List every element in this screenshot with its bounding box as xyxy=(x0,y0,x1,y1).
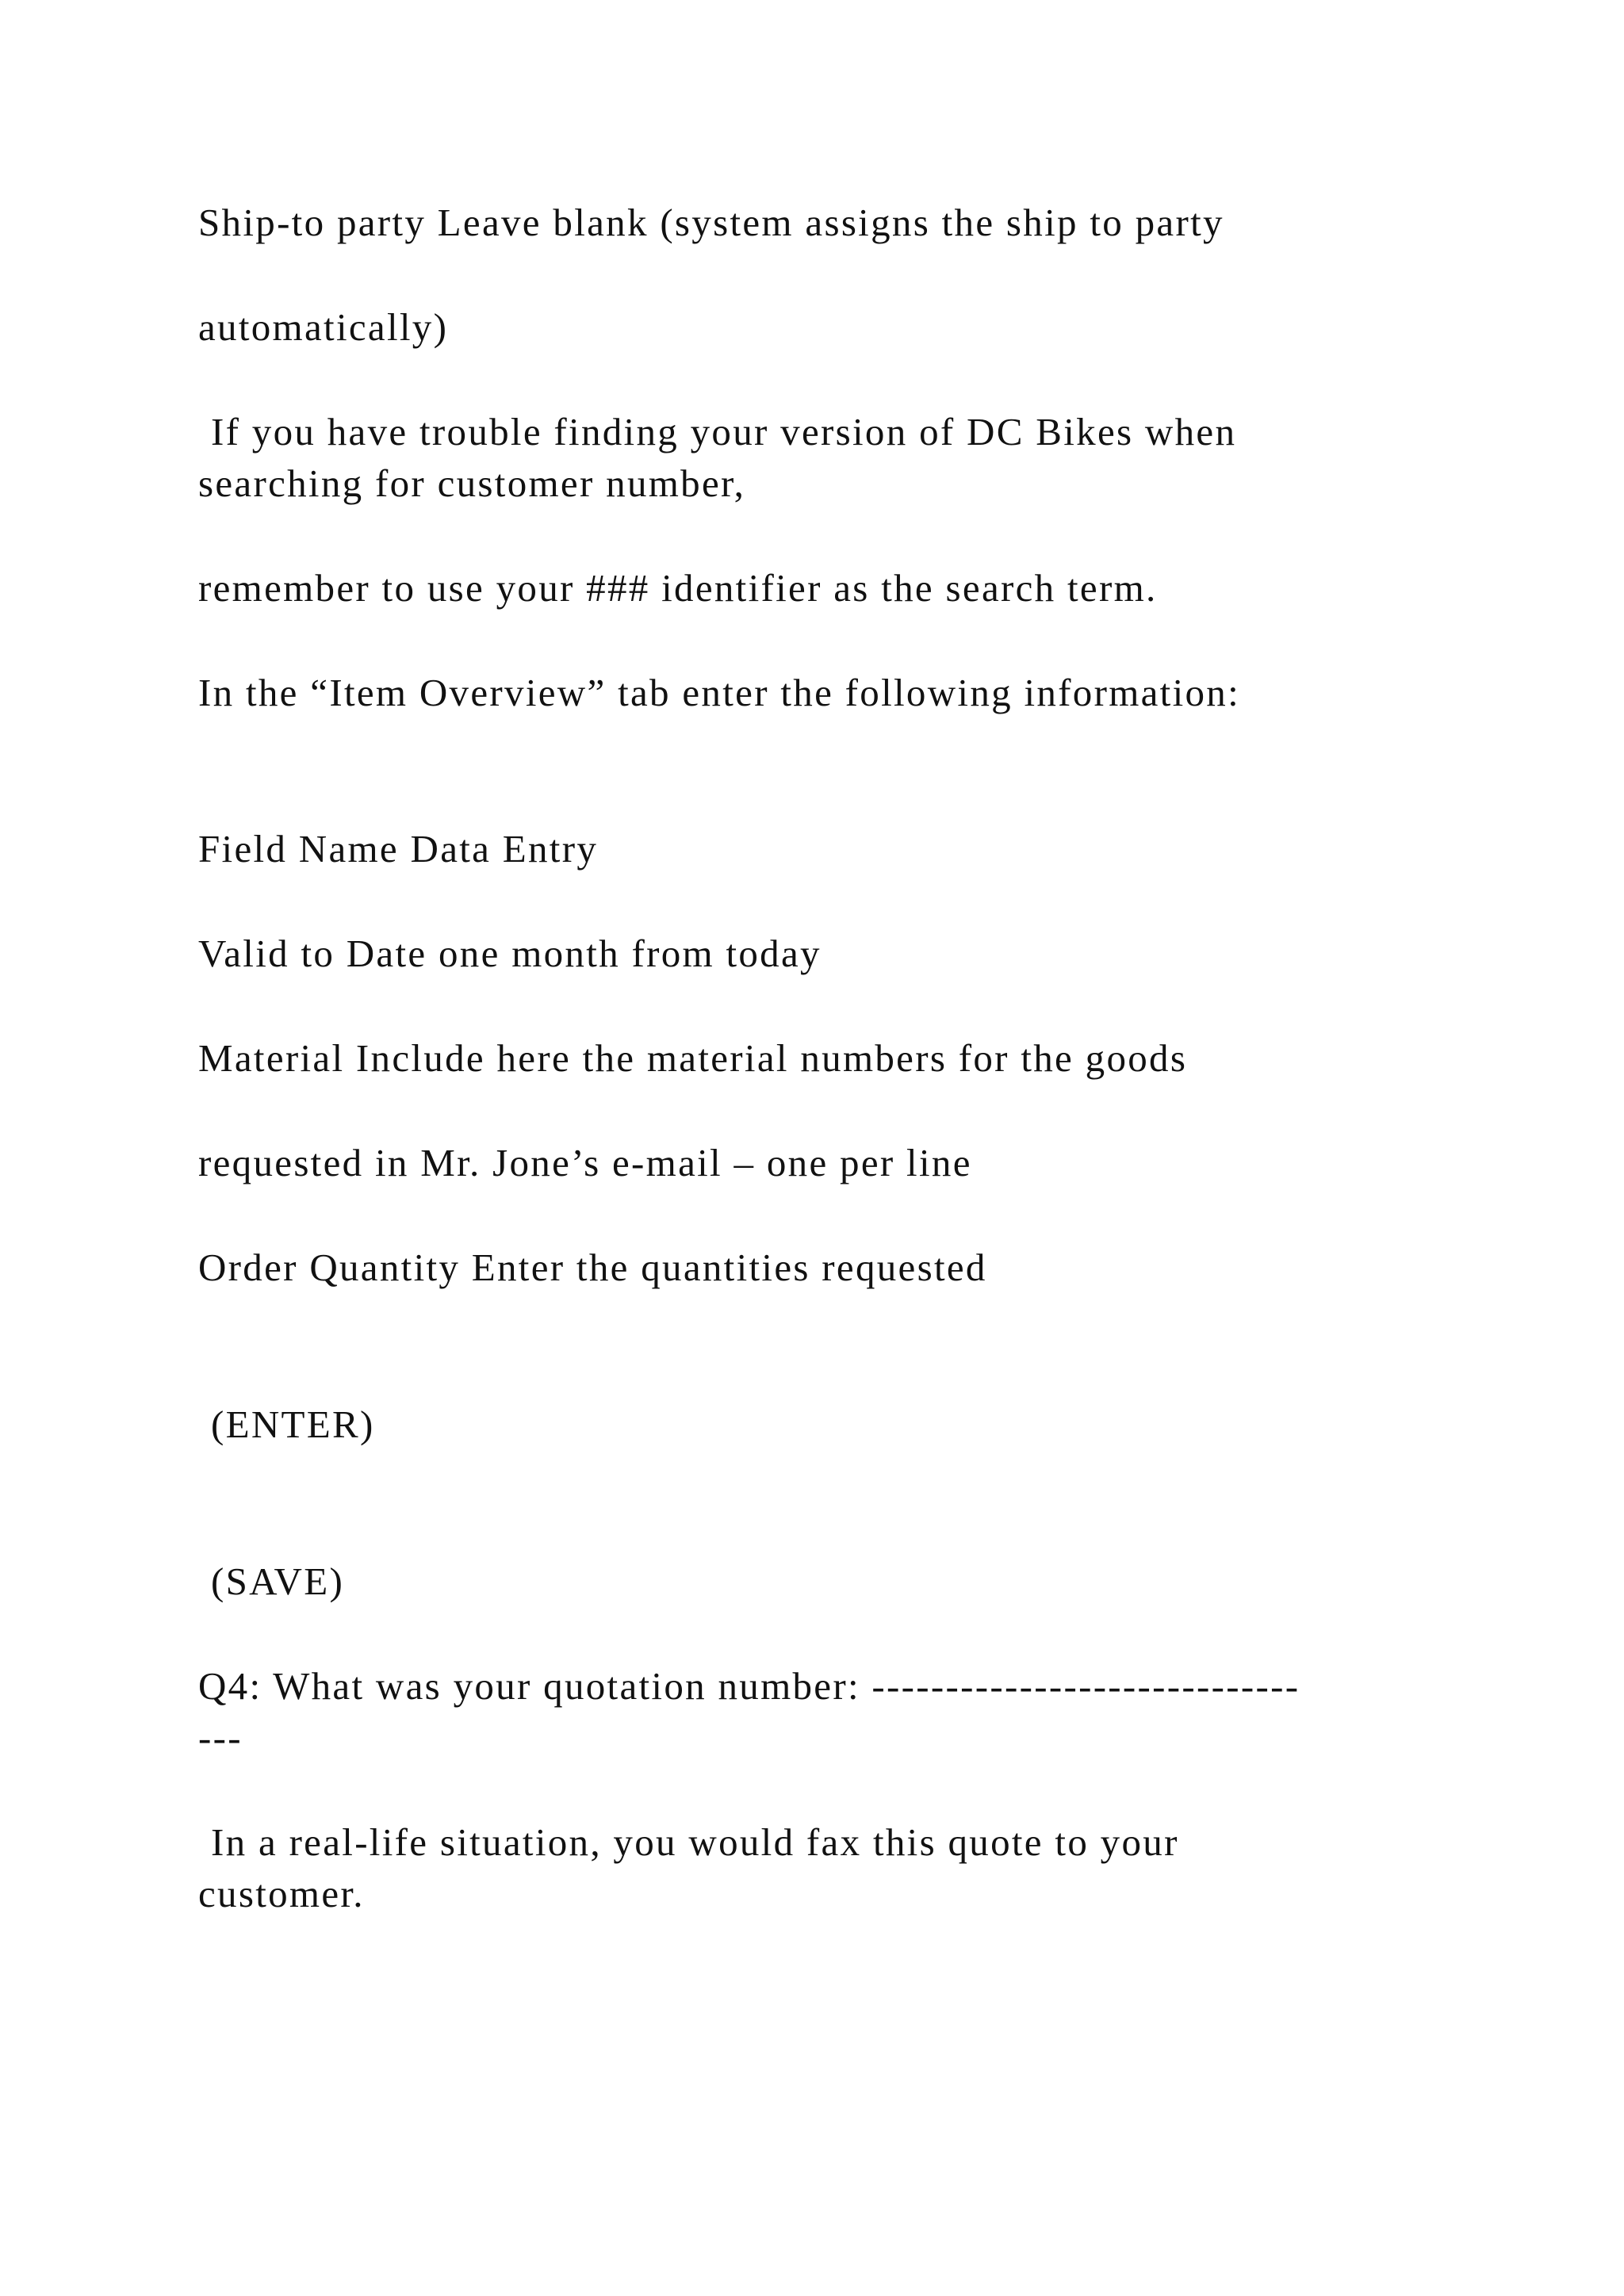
q4-answer-blank-continuation: --- xyxy=(198,1716,243,1759)
valid-to-date-line: Valid to Date one month from today xyxy=(198,932,822,975)
automatically-line: automatically) xyxy=(198,305,449,349)
save-instruction: (SAVE) xyxy=(211,1559,345,1603)
requested-email-line: requested in Mr. Jone’s e-mail – one per line xyxy=(198,1141,972,1184)
field-name-header-line: Field Name Data Entry xyxy=(198,827,599,871)
trouble-finding-line: If you have trouble finding your version of DC Bikes when xyxy=(211,410,1237,453)
ship-to-party-line: Ship-to party Leave blank (system assigns the ship to party xyxy=(198,201,1224,244)
order-quantity-line: Order Quantity Enter the quantities requested xyxy=(198,1246,987,1289)
material-line: Material Include here the material numbers for the goods xyxy=(198,1036,1188,1080)
customer-line: customer. xyxy=(198,1872,365,1915)
identifier-line: remember to use your ### identifier as the search term. xyxy=(198,566,1158,610)
real-life-situation-line: In a real-life situation, you would fax this quote to your xyxy=(211,1820,1179,1864)
customer-number-line: searching for customer number, xyxy=(198,461,746,505)
item-overview-line: In the “Item Overview” tab enter the following information: xyxy=(198,671,1241,714)
q4-question-line: Q4: What was your quotation number: ----------------------------- xyxy=(198,1664,1300,1708)
enter-instruction: (ENTER) xyxy=(211,1402,375,1446)
